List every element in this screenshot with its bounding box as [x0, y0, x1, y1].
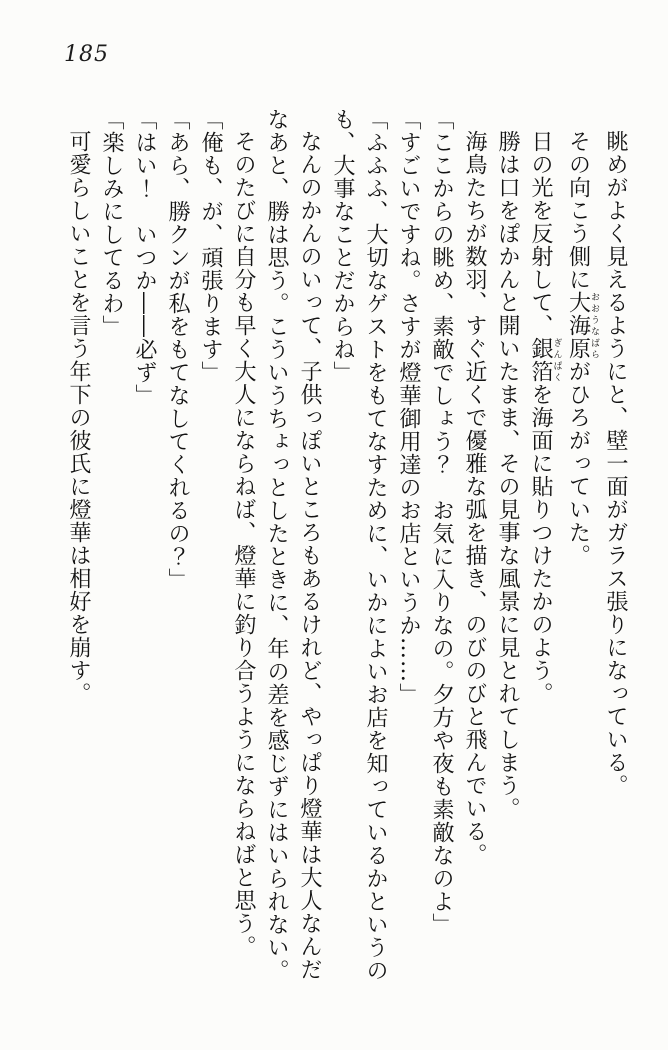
text-line: 「はい！ いつか――必ず」 [132, 108, 157, 407]
text-line: 海鳥たちが数羽、すぐ近くで優雅な弧を描き、のびのびと飛んでいる。 [462, 130, 487, 866]
text-line: なんのかんのいって、子供っぽいところもあるけれど、やっぱり燈華は大人なんだ [297, 130, 322, 981]
text-line: その向こう側に大海原おおうなばらがひろがっていた。 [565, 130, 599, 567]
text-line: 勝は口をぽかんと開いたまま、その見事な風景に見とれてしまう。 [495, 130, 520, 820]
text-line: 可愛らしいことを言う年下の彼氏に燈華は相好を崩す。 [66, 130, 91, 705]
text-line: 「ここからの眺め、素敵でしょう？ お気に入りなの。夕方や夜も素敵なのよ」 [429, 108, 454, 936]
text-line: そのたびに自分も早く大人にならねば、燈華に釣り合うようにならねばと思う。 [231, 130, 256, 958]
text-line: 眺めがよく見えるようにと、壁一面がガラス張りになっている。 [603, 130, 628, 797]
text-line: 「楽しみにしてるわ」 [99, 108, 124, 338]
text-line: 「すごいですね。さすが燈華御用達のお店というか……」 [396, 108, 421, 706]
text-line: 「あら、勝クンが私をもてなしてくれるの？」 [165, 108, 190, 591]
ruby-annotated-word: 大海原おおうなばら [565, 291, 599, 360]
text-area [62, 108, 632, 1013]
ruby-annotated-word: 銀箔ぎんぱく [528, 337, 562, 383]
page-number: 185 [64, 42, 109, 67]
text-line: なあと、勝は思う。こういうちょっとしたときに、年の差を感じずにはいられない。 [264, 108, 289, 982]
text-line: 「ふふふ、大切なゲストをもてなすために、いかによいお店を知っているかというの [363, 108, 388, 982]
text-line: も、大事なことだからね」 [330, 108, 355, 384]
text-line: 日の光を反射して、銀箔ぎんぱくを海面に貼りつけたかのよう。 [528, 130, 562, 705]
text-line: 「俺も、が、頑張ります」 [198, 108, 223, 384]
